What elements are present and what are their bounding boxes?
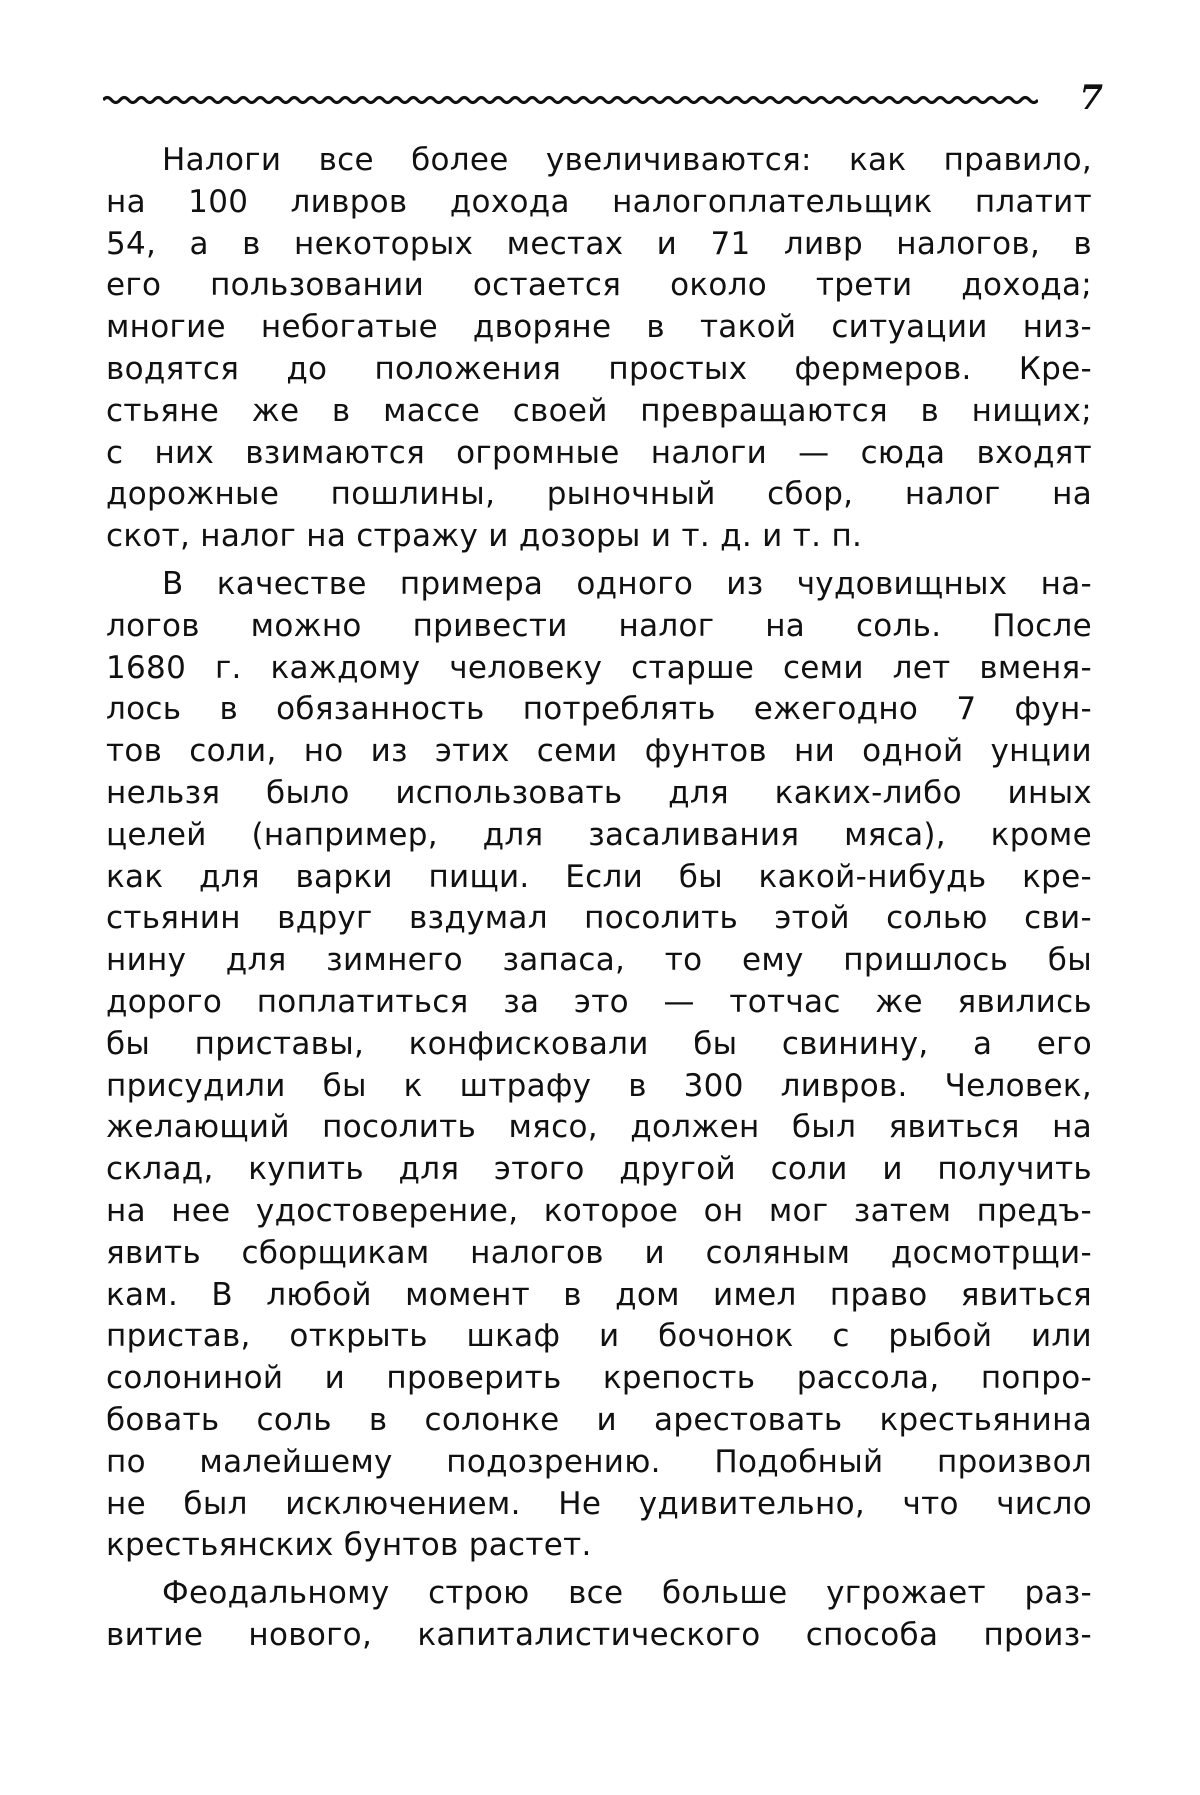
text-line: лось в обязанность потреблять ежегодно 7 фун- [106,691,1092,728]
text-line: желающий посолить мясо, должен был явиться на [106,1109,1092,1146]
text-line: стьяне же в массе своей превращаются в нищих; [106,392,1092,429]
text-line: скот, налог на стражу и дозоры и т. д. и т. п. [106,518,863,555]
paragraph-1 [106,140,1092,558]
text-line: крестьянских бунтов растет. [106,1527,592,1564]
text-line: дорожные пошлины, рыночный сбор, налог на [106,476,1092,513]
page-number: 7 [1079,78,1103,118]
text-line: бовать соль в солонке и арестовать крестьянина [106,1401,1092,1438]
text-line: на 100 ливров дохода налогоплательщик платит [106,183,1092,220]
text-line: логов можно привести налог на соль. После [106,607,1092,644]
page-header [103,78,1103,118]
text-line: дорого поплатиться за это — тотчас же явились [106,983,1092,1020]
text-line: стьянин вдруг вздумал посолить этой солью сви- [106,900,1092,937]
text-line: тов соли, но из этих семи фунтов ни одной унции [106,733,1092,770]
text-line: солониной и проверить крепость рассола, попро- [106,1360,1092,1397]
text-line: 1680 г. каждому человеку старше семи лет вменя- [106,649,1092,686]
text-line: как для варки пищи. Если бы какой-нибудь кре- [106,858,1092,895]
text-line: Феодальному строю все больше угрожает раз- [162,1575,1092,1612]
text-line: водятся до положения простых фермеров. Кре- [106,350,1092,387]
paragraph-3 [106,1573,1092,1657]
text-line: нельзя было использовать для каких-либо иных [106,774,1092,811]
text-line: не был исключением. Не удивительно, что число [106,1485,1092,1522]
text-line: явить сборщикам налогов и соляным досмотрщи- [106,1234,1092,1271]
text-line: целей (например, для засаливания мяса), кроме [106,816,1092,853]
paragraph-2 [106,564,1092,1567]
text-line: по малейшему подозрению. Подобный произвол [106,1443,1092,1480]
text-line: кам. В любой момент в дом имел право явиться [106,1276,1092,1313]
text-line: витие нового, капиталистического способа произ- [106,1616,1092,1653]
text-line: 54, а в некоторых местах и 71 ливр налогов, в [106,225,1092,262]
body-text [106,140,1092,1663]
text-line: на нее удостоверение, которое он мог затем предъ- [106,1192,1092,1229]
text-line: В качестве примера одного из чудовищных на- [162,565,1092,602]
text-line: с них взимаются огромные налоги — сюда входят [106,434,1092,471]
text-line: склад, купить для этого другой соли и получить [106,1151,1092,1188]
text-line: нину для зимнего запаса, то ему пришлось бы [106,942,1092,979]
wavy-rule-ornament [103,88,1038,112]
text-line: присудили бы к штрафу в 300 ливров. Человек, [106,1067,1092,1104]
text-line: многие небогатые дворяне в такой ситуации низ- [106,309,1092,346]
text-line: бы приставы, конфисковали бы свинину, а его [106,1025,1092,1062]
text-line: пристав, открыть шкаф и бочонок с рыбой или [106,1318,1092,1355]
text-line: его пользовании остается около трети дохода; [106,267,1092,304]
text-line: Налоги все более увеличиваются: как правило, [162,142,1092,178]
